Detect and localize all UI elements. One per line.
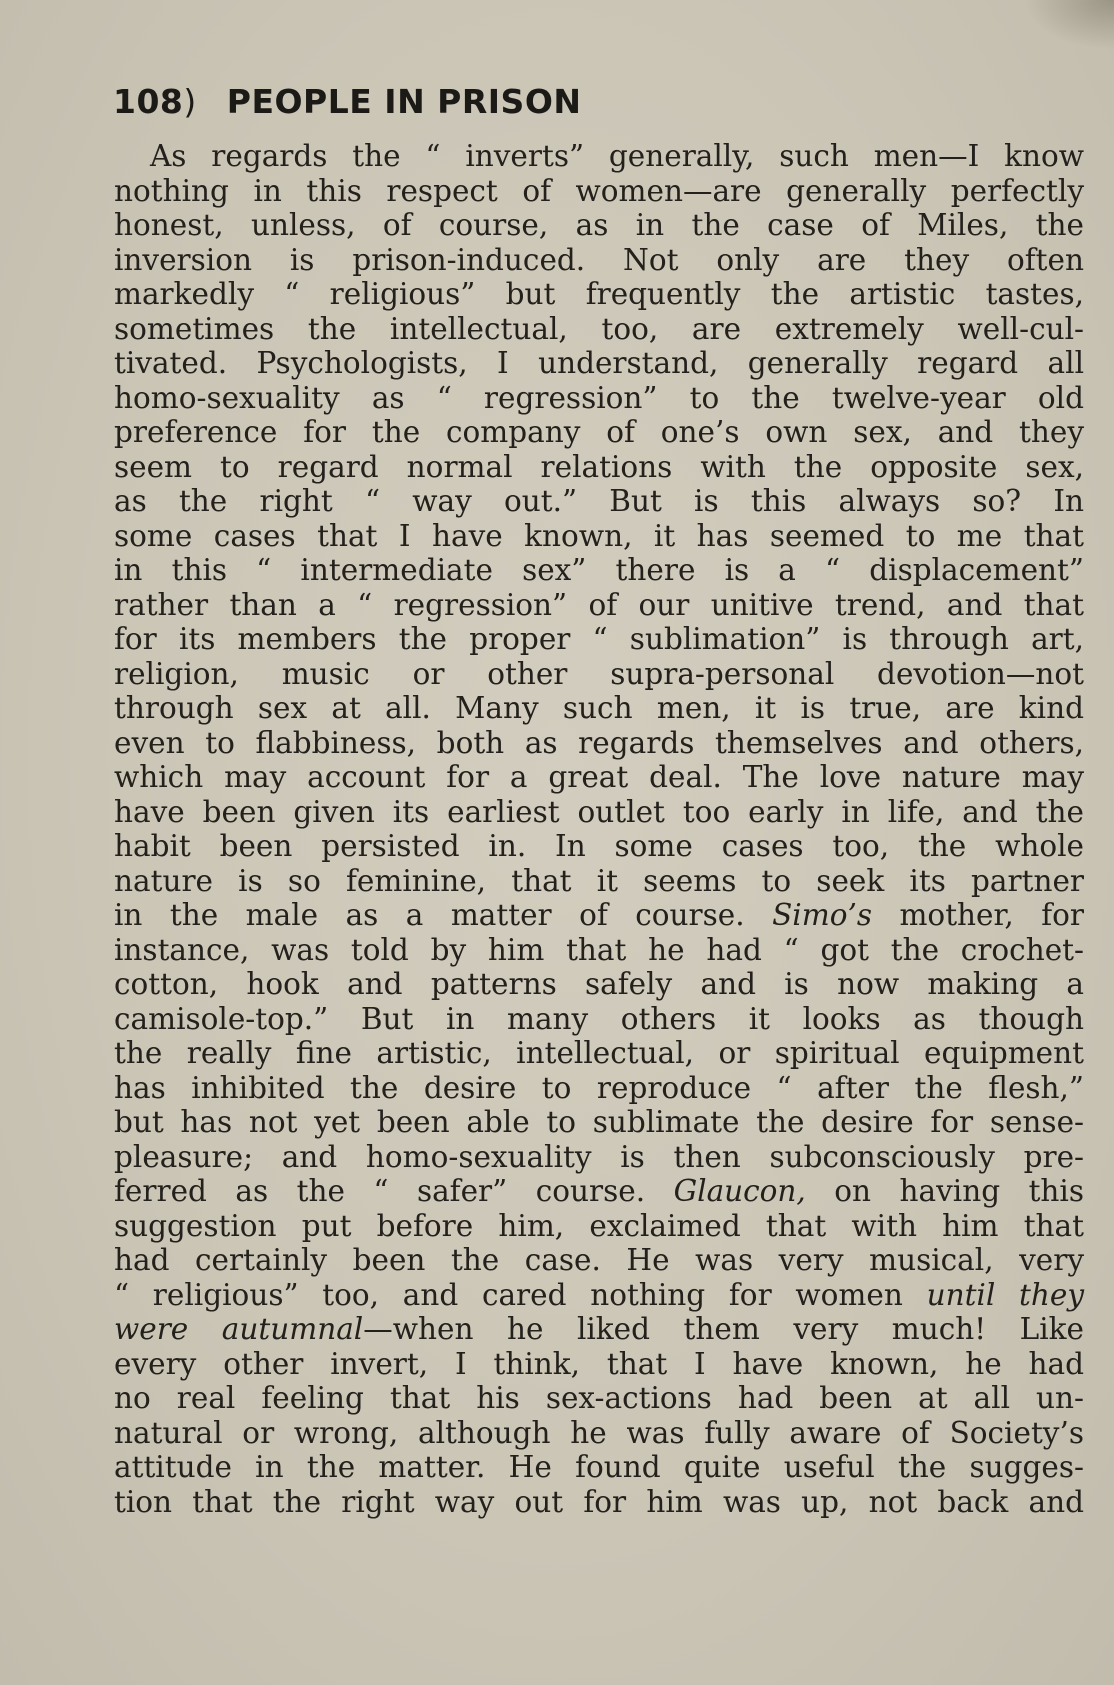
line-text: the really fine artistic, intellectual, or spiritual equipment — [114, 1036, 1084, 1070]
running-header — [113, 82, 582, 121]
text-line — [114, 346, 1084, 381]
text-line — [114, 312, 1084, 347]
text-line — [114, 208, 1084, 243]
line-text: as the right “ way out.” But is this always so? In — [114, 484, 1084, 518]
line-text: in this “ intermediate sex” there is a “ displacement” — [114, 553, 1084, 587]
italic-text: Glaucon, — [673, 1174, 806, 1208]
text-line — [114, 795, 1084, 830]
text-line — [114, 1209, 1084, 1244]
text-line — [114, 381, 1084, 416]
text-line — [114, 277, 1084, 312]
line-text-before: ferred as the “ safer” course. — [114, 1174, 674, 1208]
text-line — [114, 1243, 1084, 1278]
text-line — [114, 657, 1084, 692]
page-corner-shadow — [1024, 0, 1114, 50]
italic-text: until they — [926, 1277, 1085, 1312]
text-line — [114, 829, 1084, 864]
running-title: PEOPLE IN PRISON — [226, 82, 582, 121]
line-text: homo-sexuality as “ regression” to the twelve-year old — [114, 380, 1084, 415]
line-text: seem to regard normal relations with the opposite sex, — [114, 449, 1084, 484]
line-text-after: mother, for — [872, 898, 1084, 932]
line-text: tivated. Psychologists, I understand, generally regard all — [114, 346, 1084, 380]
line-text-after: —when he liked them very much! Like — [363, 1312, 1084, 1346]
text-line — [114, 243, 1084, 278]
line-text: habit been persisted in. In some cases too, the whole — [114, 829, 1084, 863]
line-text: even to flabbiness, both as regards themselves and others, — [114, 725, 1084, 760]
page-number: 108 — [113, 82, 184, 121]
text-line — [114, 1312, 1084, 1347]
text-line — [114, 1278, 1084, 1313]
line-text-before: “ religious” too, and cared nothing for women — [114, 1277, 927, 1312]
line-text: attitude in the matter. He found quite useful the sugges- — [114, 1450, 1084, 1484]
line-text: through sex at all. Many such men, it is true, are kind — [114, 691, 1084, 725]
line-text: but has not yet been able to sublimate the desire for sense- — [114, 1105, 1084, 1139]
text-line — [114, 967, 1084, 1002]
text-line — [114, 519, 1084, 554]
line-text: nothing in this respect of women—are generally perfectly — [114, 173, 1084, 208]
line-text: markedly “ religious” but frequently the artistic tastes, — [114, 277, 1084, 311]
line-text: camisole-top.” But in many others it looks as though — [114, 1001, 1084, 1036]
text-line — [114, 1174, 1084, 1209]
text-line — [114, 1036, 1084, 1071]
line-text: As regards the “ inverts” generally, such men—I know — [150, 139, 1084, 173]
line-text: religion, music or other supra-personal devotion—not — [114, 656, 1084, 691]
text-line — [114, 933, 1084, 968]
line-text: rather than a “ regression” of our unitive trend, and that — [114, 587, 1084, 622]
text-line — [114, 174, 1084, 209]
line-text: instance, was told by him that he had “ got the crochet- — [114, 932, 1084, 967]
text-line — [114, 726, 1084, 761]
text-line — [114, 588, 1084, 623]
text-line — [114, 864, 1084, 899]
body-text — [114, 139, 1084, 1519]
text-line — [114, 1381, 1084, 1416]
line-text: which may account for a great deal. The love nature may — [114, 760, 1084, 794]
line-text: suggestion put before him, exclaimed that with him that — [114, 1208, 1084, 1243]
text-line — [114, 484, 1084, 519]
line-text: nature is so feminine, that it seems to seek its partner — [114, 863, 1084, 898]
line-text: cotton, hook and patterns safely and is now making a — [114, 967, 1084, 1001]
line-text: preference for the company of one’s own sex, and they — [114, 415, 1084, 449]
text-line — [114, 553, 1084, 588]
text-line — [114, 415, 1084, 450]
header-bracket: ) — [183, 82, 197, 121]
text-line — [114, 1002, 1084, 1037]
line-text: honest, unless, of course, as in the case of Miles, the — [114, 208, 1084, 242]
text-line — [114, 1140, 1084, 1175]
line-text: have been given its earliest outlet too early in life, and the — [114, 794, 1084, 829]
line-text: has inhibited the desire to reproduce “ after the flesh,” — [114, 1070, 1084, 1105]
text-line — [114, 1071, 1084, 1106]
line-text: sometimes the intellectual, too, are extremely well-cul- — [114, 311, 1084, 346]
text-line — [114, 139, 1084, 174]
text-line — [114, 760, 1084, 795]
text-line — [114, 691, 1084, 726]
text-line — [114, 450, 1084, 485]
text-line — [114, 1485, 1084, 1520]
line-text-after: on having this — [805, 1174, 1085, 1208]
text-line — [114, 1450, 1084, 1485]
line-text: tion that the right way out for him was up, not back and — [114, 1484, 1084, 1519]
italic-text: were autumnal — [114, 1312, 364, 1346]
italic-text: Simo’s — [772, 898, 872, 932]
line-text: no real feeling that his sex-actions had been at all un- — [114, 1381, 1084, 1415]
text-line — [114, 1105, 1084, 1140]
line-text: every other invert, I think, that I have known, he had — [114, 1346, 1084, 1381]
line-text: inversion is prison-induced. Not only are they often — [114, 242, 1084, 277]
text-line — [114, 622, 1084, 657]
line-text-before: in the male as a matter of course. — [114, 898, 773, 932]
line-text: had certainly been the case. He was very musical, very — [114, 1243, 1084, 1277]
text-line — [114, 1347, 1084, 1382]
text-line — [114, 898, 1084, 933]
line-text: some cases that I have known, it has seemed to me that — [114, 518, 1084, 553]
line-text: pleasure; and homo-sexuality is then subconsciously pre- — [114, 1139, 1084, 1174]
line-text: natural or wrong, although he was fully aware of Society’s — [114, 1415, 1084, 1450]
text-line — [114, 1416, 1084, 1451]
line-text: for its members the proper “ sublimation” is through art, — [114, 622, 1084, 656]
